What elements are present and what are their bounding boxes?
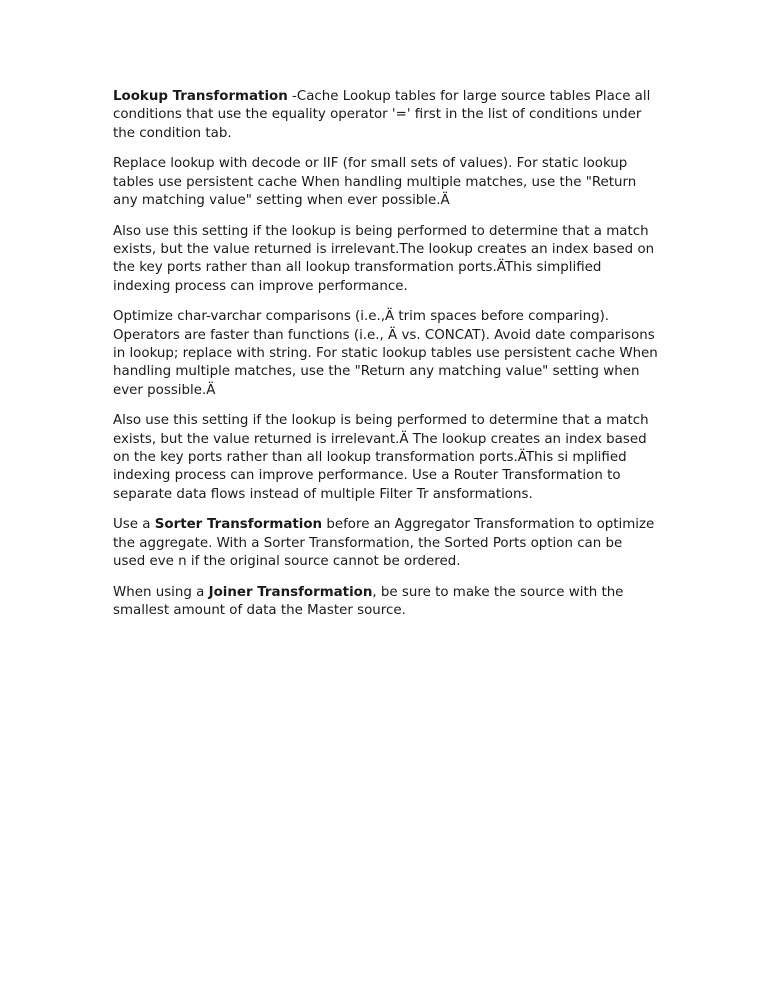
paragraph-text: When using a xyxy=(113,584,209,600)
paragraph-setting-indexing xyxy=(113,223,658,296)
paragraph-text: Also use this setting if the lookup is being performed to determine that a match exists, but the value returned is irrelevant.Ä The lookup creates an index based on the key ports rather than all lookup transformation ports.ÄThis si mplified indexing process can improve performance. Use a Router Transformation to separate data flows instead of multiple Filter Tr ansformations. xyxy=(113,413,649,502)
paragraph-text: before an Aggregator Transformation to optimize the aggregate. With a Sorter Transformation, the Sorted Ports option can be used eve n if the original source cannot be ordered. xyxy=(113,517,655,570)
paragraph-optimize-comparisons xyxy=(113,308,658,399)
paragraph-text: , be sure to make the source with the smallest amount of data the Master source. xyxy=(113,584,624,619)
paragraph-text: Replace lookup with decode or IIF (for small sets of values). For static lookup tables use persistent cache When handling multiple matches, use the "Return any matching value" setting when ever possible.Ä xyxy=(113,156,637,208)
paragraph-heading-bold: Joiner Transformation xyxy=(208,584,373,600)
paragraph-lookup-transformation xyxy=(113,88,658,143)
paragraph-sorter-transformation xyxy=(113,516,658,571)
paragraph-joiner-transformation xyxy=(113,584,658,621)
paragraph-text: Optimize char-varchar comparisons (i.e.,Ä trim spaces before comparing). Operators are faster than functions (i.e., Ä vs. CONCAT). Avoid date comparisons in lookup; replace with string. For static lookup tables use persistent cache When handling multiple matches, use the "Return any matching value" setting when ever possible.Ä xyxy=(113,309,658,398)
document-body xyxy=(113,88,658,633)
paragraph-heading-bold: Lookup Transformation xyxy=(113,89,288,104)
paragraph-replace-lookup xyxy=(113,155,658,210)
paragraph-text: Also use this setting if the lookup is being performed to determine that a match exists, but the value returned is irrelevant.The lookup creates an index based on the key ports rather than all lookup transformation ports.ÄThis simplified indexing process can improve performance. xyxy=(113,223,655,294)
paragraph-router-transformation xyxy=(113,412,658,503)
paragraph-heading-bold: Sorter Transformation xyxy=(154,517,323,533)
paragraph-text: -Cache Lookup tables for large source tables Place all conditions that use the equality operator '=' first in the list of conditions under the condition tab. xyxy=(113,89,651,141)
paragraph-text: Use a xyxy=(113,517,155,533)
